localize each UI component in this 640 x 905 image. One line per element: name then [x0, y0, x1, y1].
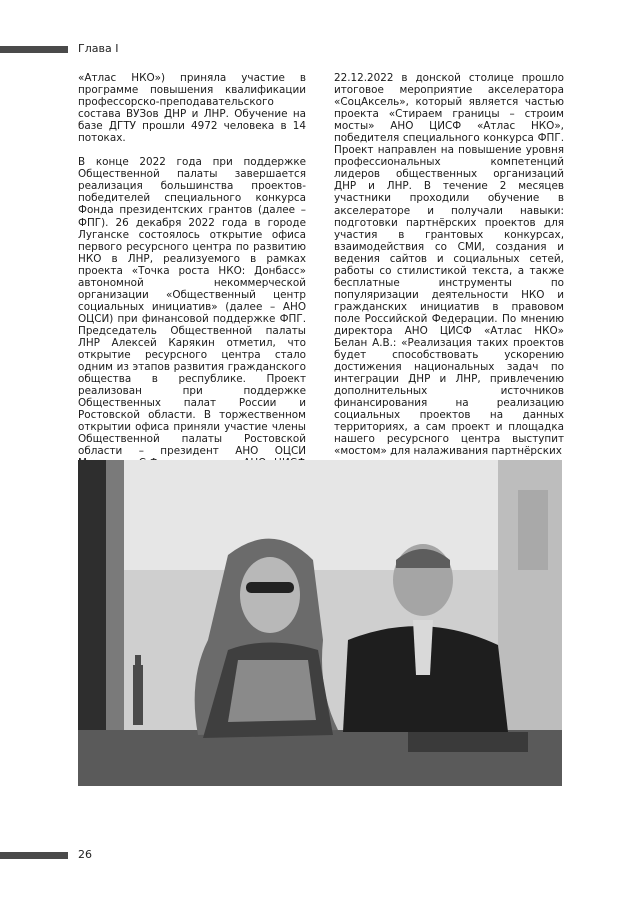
- event-photo: [78, 460, 562, 786]
- right-text-column: [334, 72, 564, 458]
- chapter-title: Глава I: [78, 42, 119, 55]
- page-number: 26: [78, 848, 92, 861]
- footer-rule: [0, 852, 68, 859]
- paragraph: 22.12.2022 в донской столице прошло итоговое мероприятие акселератора «СоцАксель», который является частью проекта «Стираем границы – строим мосты» АНО ЦИСФ «Атлас НКО», победителя специального конкурса ФПГ. Проект направлен на повышение уровня профессиональных компетенций лидеров общественных организаций ДНР и ЛНР. В течение 2 месяцев участники проходили обучение в акселераторе и получали навыки: подготовки партнёрских проектов для участия в грантовых конкурсах, взаимодействия со СМИ, создания и ведения сайтов и социальных сетей, работы со стилистикой текста, а также бесплатные инструменты по популяризации деятельности НКО и гражданских инициатив в правовом поле Российской Федерации. По мнению директора АНО ЦИСФ «Атлас НКО» Белан А.В.: «Реализация таких проектов будет способствовать ускорению достижения национальных задач по интеграции ДНР и ЛНР, привлечению дополнительных источников финансирования на реализацию социальных проектов на данных территориях, а сам проект и площадка нашего ресурсного центра выступит «мостом» для налаживания партнёрских: [334, 72, 564, 458]
- left-text-column: [78, 72, 306, 482]
- photo-illustration: [78, 460, 562, 786]
- paragraph: «Атлас НКО») приняла участие в программе повышения квалификации профессорско-преподавательского состава ВУЗов ДНР и ЛНР. Обучение на базе ДГТУ прошли 4972 человека в 14 потоках.: [78, 72, 306, 145]
- paragraph: В конце 2022 года при поддержке Общественной палаты завершается реализация большинства проектов-победителей специального конкурса Фонда президентских грантов (далее – ФПГ). 26 декабря 2022 года в городе Луганске состоялось открытие офиса первого ресурсного центра по развитию НКО в ЛНР, реализуемого в рамках проекта «Точка роста НКО: Донбасс» автономной некоммерческой организации «Общественный центр социальных инициатив» (далее – АНО ОЦСИ) при финансовой поддержке ФПГ. Председатель Общественной палаты ЛНР Алексей Карякин отметил, что открытие ресурсного центра стало одним из этапов развития гражданского общества в республике. Проект реализован при поддержке Общественных палат России и Ростовской области. В торжественном открытии офиса приняли участие члены Общественной палаты Ростовской области – президент АНО ОЦСИ: [78, 156, 306, 458]
- header-rule: [0, 46, 68, 53]
